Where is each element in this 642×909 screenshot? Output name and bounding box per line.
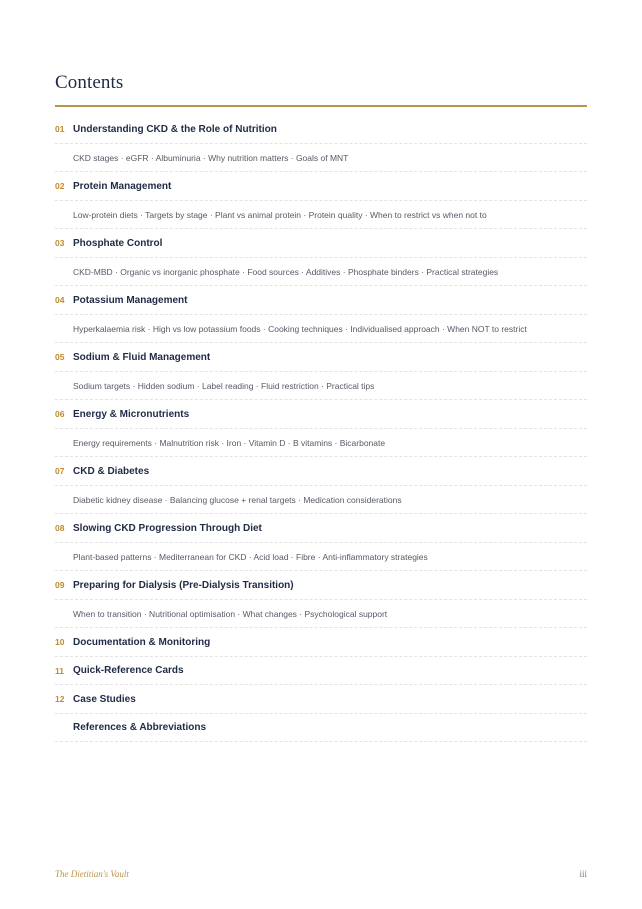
section-title[interactable]: Understanding CKD & the Role of Nutrition — [73, 123, 277, 135]
toc-subtopics — [55, 202, 587, 230]
table-of-contents — [55, 116, 587, 742]
section-title[interactable]: Potassium Management — [73, 294, 188, 306]
section-title[interactable]: CKD & Diabetes — [73, 465, 150, 477]
section-number: 07 — [55, 466, 65, 477]
section-title[interactable]: Documentation & Monitoring — [73, 636, 211, 648]
subtopic-list: When to transition · Nutritional optimisation · What changes · Psychological support — [73, 608, 388, 619]
section-number: 01 — [55, 124, 65, 135]
page-title: Contents — [55, 72, 124, 93]
toc-entry[interactable] — [55, 715, 587, 743]
toc-entry[interactable] — [55, 658, 587, 686]
section-number: 08 — [55, 523, 65, 534]
section-title[interactable]: Protein Management — [73, 180, 172, 192]
section-number: 09 — [55, 580, 65, 591]
toc-entry[interactable] — [55, 686, 587, 714]
section-title[interactable]: Preparing for Dialysis (Pre-Dialysis Transition) — [73, 579, 294, 591]
toc-entry[interactable] — [55, 458, 587, 486]
toc-entry[interactable] — [55, 401, 587, 429]
toc-subtopics — [55, 544, 587, 572]
section-number: 02 — [55, 181, 65, 192]
section-number: 06 — [55, 409, 65, 420]
subtopic-list: Sodium targets · Hidden sodium · Label reading · Fluid restriction · Practical tips — [73, 380, 375, 391]
toc-entry[interactable] — [55, 515, 587, 543]
toc-entry[interactable] — [55, 230, 587, 258]
toc-subtopics — [55, 316, 587, 344]
toc-entry[interactable] — [55, 173, 587, 201]
section-title[interactable]: Quick-Reference Cards — [73, 665, 184, 677]
section-number: 05 — [55, 352, 65, 363]
section-title[interactable]: Energy & Micronutrients — [73, 408, 190, 420]
toc-subtopics — [55, 373, 587, 401]
section-number: 10 — [55, 637, 65, 648]
section-number: 12 — [55, 694, 65, 705]
section-title[interactable]: Sodium & Fluid Management — [73, 351, 211, 363]
toc-entry[interactable] — [55, 116, 587, 144]
subtopic-list: CKD-MBD · Organic vs inorganic phosphate · Food sources · Additives · Phosphate binders · Practical strategies — [73, 266, 499, 277]
section-title[interactable]: References & Abbreviations — [73, 722, 207, 734]
title-divider — [55, 105, 587, 107]
subtopic-list: CKD stages · eGFR · Albuminuria · Why nutrition matters · Goals of MNT — [73, 152, 349, 163]
toc-entry[interactable] — [55, 629, 587, 657]
toc-entry[interactable] — [55, 287, 587, 315]
page-number: iii — [579, 869, 587, 879]
toc-subtopics — [55, 487, 587, 515]
subtopic-list: Plant-based patterns · Mediterranean for CKD · Acid load · Fibre · Anti-inflammatory strategies — [73, 551, 428, 562]
toc-entry[interactable] — [55, 344, 587, 372]
section-number: 11 — [55, 665, 64, 676]
section-title[interactable]: Slowing CKD Progression Through Diet — [73, 522, 262, 534]
section-number: 04 — [55, 295, 65, 306]
subtopic-list: Low-protein diets · Targets by stage · Plant vs animal protein · Protein quality · When to restrict vs when not to — [73, 209, 487, 220]
toc-entry[interactable] — [55, 572, 587, 600]
section-number: 03 — [55, 238, 65, 249]
section-title[interactable]: Case Studies — [73, 693, 136, 705]
toc-subtopics — [55, 601, 587, 629]
subtopic-list: Diabetic kidney disease · Balancing glucose + renal targets · Medication considerations — [73, 494, 402, 505]
toc-subtopics — [55, 259, 587, 287]
section-title[interactable]: Phosphate Control — [73, 237, 163, 249]
toc-subtopics — [55, 430, 587, 458]
toc-subtopics — [55, 145, 587, 173]
footer-brand: The Dietitian's Vault — [55, 869, 129, 879]
subtopic-list: Energy requirements · Malnutrition risk · Iron · Vitamin D · B vitamins · Bicarbonate — [73, 437, 386, 448]
subtopic-list: Hyperkalaemia risk · High vs low potassium foods · Cooking techniques · Individualised approach · When NOT to restrict — [73, 323, 527, 334]
